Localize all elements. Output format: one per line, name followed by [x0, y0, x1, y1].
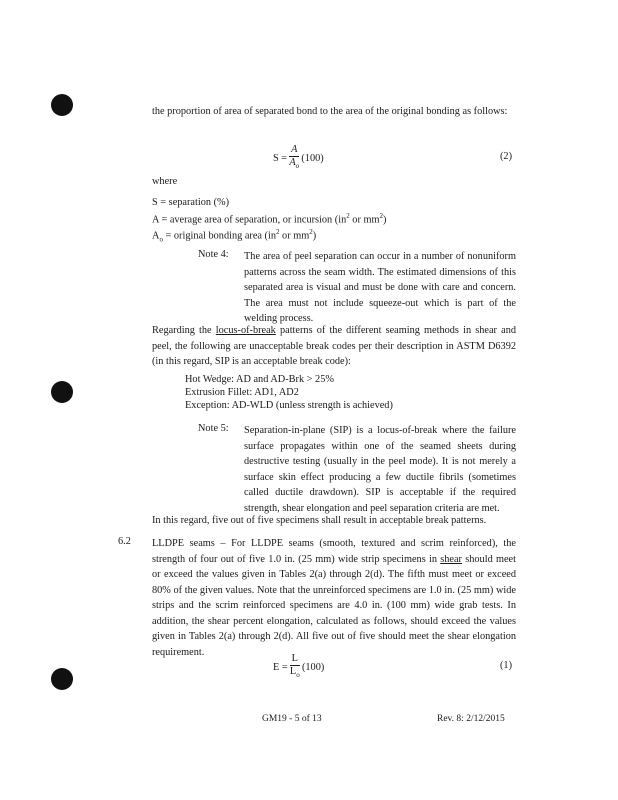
break-code-list: [185, 373, 393, 412]
break-code-item: Exception: AD-WLD (unless strength is achieved): [185, 400, 393, 411]
binder-hole-icon: [51, 668, 73, 690]
definition-ao: $A_o$ = original bonding area ($in^2$ or $mm^2$): [152, 228, 317, 244]
section-6-2-number: 6.2: [118, 536, 131, 547]
break-code-item: Extrusion Fillet: AD1, AD2: [185, 387, 299, 398]
binder-hole-icon: [51, 94, 73, 116]
definition-a: A = average area of separation, or incursion ($in^2$ or $mm^2$): [152, 211, 387, 225]
five-of-five-statement: In this regard, five out of five specimens shall result in acceptable break patterns.: [152, 515, 487, 526]
note-4-label: Note 4:: [198, 249, 229, 260]
equation-1-number: (1): [500, 660, 513, 671]
note-4-text: The area of peel separation can occur in a number of nonuniform patterns across the seam width. The estimated dimensions of this separated area is visual and must be done with care and concern. The area must not include squeeze-out which is part of the welding process.: [244, 251, 516, 324]
revision-date: Rev. 8: 2/12/2015: [437, 714, 505, 724]
equation-2-number: (2): [500, 151, 513, 162]
variable-definitions: [152, 197, 386, 246]
note-5-text: Separation-in-plane (SIP) is a locus-of-break where the failure surface propagates within one of the seamed sheets during destructive testing (usually in the peel mode). It is not merely a surface skin effect producing a few ductile fibrils (sometimes called ductile drawdown). SIP is acceptable if the required strength, shear elongation and peel separation criteria are met.: [244, 425, 516, 514]
definition-s: S = separation (%): [152, 197, 230, 208]
where-label: where: [152, 176, 178, 187]
equation-2: S = $\frac{A}{A_o}$ (100): [273, 144, 324, 171]
page-number: GM19 - 5 of 13: [262, 714, 322, 724]
binder-hole-icon: [51, 381, 73, 403]
intro-paragraph: the proportion of area of separated bond to the area of the original bonding as follows:: [152, 106, 508, 117]
locus-paragraph: Regarding the locus-of-break patterns of the different seaming methods in shear and peel, the following are unacceptable break codes per their description in ASTM D6392 (in this regard, SIP is an acceptable break code):: [152, 325, 516, 367]
section-6-2-paragraph: LLDPE seams – For LLDPE seams (smooth, textured and scrim reinforced), the strength of four out of five 1.0 in. (25 mm) wide strip specimens in shear should meet or exceed the values given in Tables 2(a) through 2(d). The fifth must meet or exceed 80% of the given values. Note that the unreinforced specimens are 1.0 in. (25 mm) wide strips and the scrim reinforced specimens are 4.0 in. (100 mm) wide grab tests. In addition, the shear percent elongation, calculated as follows, should exceed the values given in Tables 2(a) through 2(d). All five out of five should meet the shear elongation requirement.: [152, 538, 516, 658]
equation-1: E = $\frac{L}{L_o}$ (100): [273, 653, 325, 680]
break-code-item: Hot Wedge: AD and AD-Brk > 25%: [185, 374, 334, 385]
note-5-label: Note 5:: [198, 423, 229, 434]
